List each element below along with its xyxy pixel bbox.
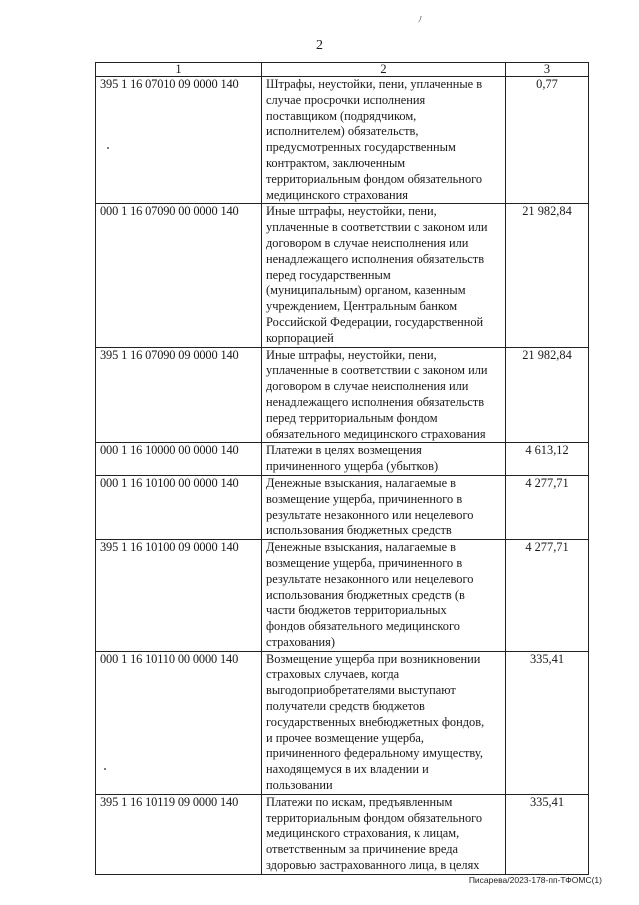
- revenue-code: 000 1 16 10100 00 0000 140: [96, 475, 262, 539]
- revenue-name-line: пользовании: [266, 778, 333, 793]
- column-header-3: 3: [506, 63, 589, 77]
- revenue-amount: 335,41: [506, 794, 589, 874]
- revenue-name-line: учреждением, Центральным банком: [266, 299, 458, 314]
- revenue-name-line: Платежи в целях возмещения: [266, 443, 422, 458]
- revenue-code: 395 1 16 07090 09 0000 140: [96, 347, 262, 443]
- scan-speck: [104, 768, 106, 770]
- revenue-name-line: Иные штрафы, неустойки, пени,: [266, 204, 437, 219]
- revenue-amount: 4 613,12: [506, 443, 589, 476]
- revenue-code: 395 1 16 07010 09 0000 140: [96, 77, 262, 204]
- table-row: [96, 77, 589, 204]
- revenue-amount: 4 277,71: [506, 540, 589, 652]
- revenue-name-line: причиненного федеральному имуществу,: [266, 746, 483, 761]
- column-header-2: 2: [262, 63, 506, 77]
- revenue-name-line: Возмещение ущерба при возникновении: [266, 651, 481, 666]
- table-row: [96, 540, 589, 652]
- table-row: [96, 475, 589, 539]
- revenue-name-line: фондов обязательного медицинского: [266, 619, 460, 634]
- revenue-name-line: результате незаконного или нецелевого: [266, 507, 474, 522]
- revenue-name-line: уплаченные в соответствии с законом или: [266, 363, 488, 378]
- revenue-name: [262, 77, 506, 204]
- revenue-name-line: страховых случаев, когда: [266, 667, 400, 682]
- revenue-name-line: медицинского страхования, к лицам,: [266, 826, 460, 841]
- revenue-name-line: медицинского страхования: [266, 187, 408, 202]
- revenue-code: 000 1 16 10110 00 0000 140: [96, 651, 262, 794]
- revenue-name: [262, 794, 506, 874]
- revenue-name-line: обязательного медицинского страхования: [266, 426, 486, 441]
- revenue-name-line: предусмотренных государственным: [266, 140, 456, 155]
- table-header-row: [96, 63, 589, 77]
- revenue-name-line: Денежные взыскания, налагаемые в: [266, 540, 457, 555]
- revenue-name: [262, 443, 506, 476]
- revenue-name-line: договором в случае неисполнения или: [266, 379, 469, 394]
- revenue-name-line: договором в случае неисполнения или: [266, 235, 469, 250]
- revenue-name-line: части бюджетов территориальных: [266, 603, 447, 618]
- revenue-name-line: возмещение ущерба, причиненного в: [266, 491, 463, 506]
- budget-revenue-table: [95, 62, 589, 875]
- revenue-name-line: использования бюджетных средств: [266, 523, 452, 538]
- revenue-name-line: причиненного ущерба (убытков): [266, 459, 439, 474]
- revenue-name-line: выгодоприобретателями выступают: [266, 683, 456, 698]
- table-row: [96, 443, 589, 476]
- revenue-name: [262, 347, 506, 443]
- revenue-name-line: использования бюджетных средств (в: [266, 587, 465, 602]
- revenue-name-line: страхования): [266, 634, 335, 649]
- revenue-name: [262, 204, 506, 347]
- revenue-amount: 21 982,84: [506, 347, 589, 443]
- revenue-name-line: (муниципальным) органом, казенным: [266, 283, 466, 298]
- revenue-name-line: и прочее возмещение ущерба,: [266, 730, 425, 745]
- revenue-name-line: территориальным фондом обязательного: [266, 171, 483, 186]
- revenue-amount: 335,41: [506, 651, 589, 794]
- revenue-name-line: результате незаконного или нецелевого: [266, 571, 474, 586]
- revenue-name-line: исполнителем) обязательств,: [266, 124, 419, 139]
- revenue-name-line: Платежи по искам, предъявленным: [266, 794, 453, 809]
- revenue-name-line: ненадлежащего исполнения обязательств: [266, 251, 485, 266]
- revenue-name-line: перед государственным: [266, 267, 391, 282]
- revenue-name-line: контрактом, заключенным: [266, 155, 406, 170]
- revenue-code: 000 1 16 07090 00 0000 140: [96, 204, 262, 347]
- scan-speck: [107, 147, 109, 149]
- revenue-name-line: ответственным за причинение вреда: [266, 842, 458, 857]
- revenue-code: 395 1 16 10119 09 0000 140: [96, 794, 262, 874]
- revenue-name: [262, 651, 506, 794]
- revenue-name-line: перед территориальным фондом: [266, 410, 438, 425]
- top-mark: ﾉ: [418, 15, 422, 24]
- column-header-1: 1: [96, 63, 262, 77]
- revenue-name-line: здоровью застрахованного лица, в целях: [266, 858, 480, 873]
- table-row: [96, 347, 589, 443]
- revenue-amount: 4 277,71: [506, 475, 589, 539]
- revenue-name-line: ненадлежащего исполнения обязательств: [266, 394, 485, 409]
- revenue-amount: 21 982,84: [506, 204, 589, 347]
- table-row: [96, 651, 589, 794]
- revenue-name: [262, 540, 506, 652]
- revenue-name-line: Штрафы, неустойки, пени, уплаченные в: [266, 77, 483, 91]
- revenue-code: 395 1 16 10100 09 0000 140: [96, 540, 262, 652]
- revenue-name-line: Российской Федерации, государственной: [266, 314, 484, 329]
- revenue-name-line: уплаченные в соответствии с законом или: [266, 220, 488, 235]
- table-row: [96, 794, 589, 874]
- revenue-amount: 0,77: [506, 77, 589, 204]
- revenue-name-line: территориальным фондом обязательного: [266, 810, 483, 825]
- table-row: [96, 204, 589, 347]
- revenue-name: [262, 475, 506, 539]
- revenue-name-line: Денежные взыскания, налагаемые в: [266, 475, 457, 490]
- revenue-code: 000 1 16 10000 00 0000 140: [96, 443, 262, 476]
- revenue-name-line: находящемуся в их владении и: [266, 762, 429, 777]
- revenue-name-line: поставщиком (подрядчиком,: [266, 108, 417, 123]
- revenue-name-line: Иные штрафы, неустойки, пени,: [266, 347, 437, 362]
- document-footer-id: Писарева/2023-178-пп-ТФОМС(1): [468, 875, 602, 885]
- revenue-name-line: корпорацией: [266, 330, 334, 345]
- revenue-name-line: получатели средств бюджетов: [266, 699, 425, 714]
- page-number: 2: [316, 38, 323, 53]
- revenue-name-line: возмещение ущерба, причиненного в: [266, 555, 463, 570]
- revenue-name-line: случае просрочки исполнения: [266, 92, 426, 107]
- revenue-name-line: государственных внебюджетных фондов,: [266, 714, 485, 729]
